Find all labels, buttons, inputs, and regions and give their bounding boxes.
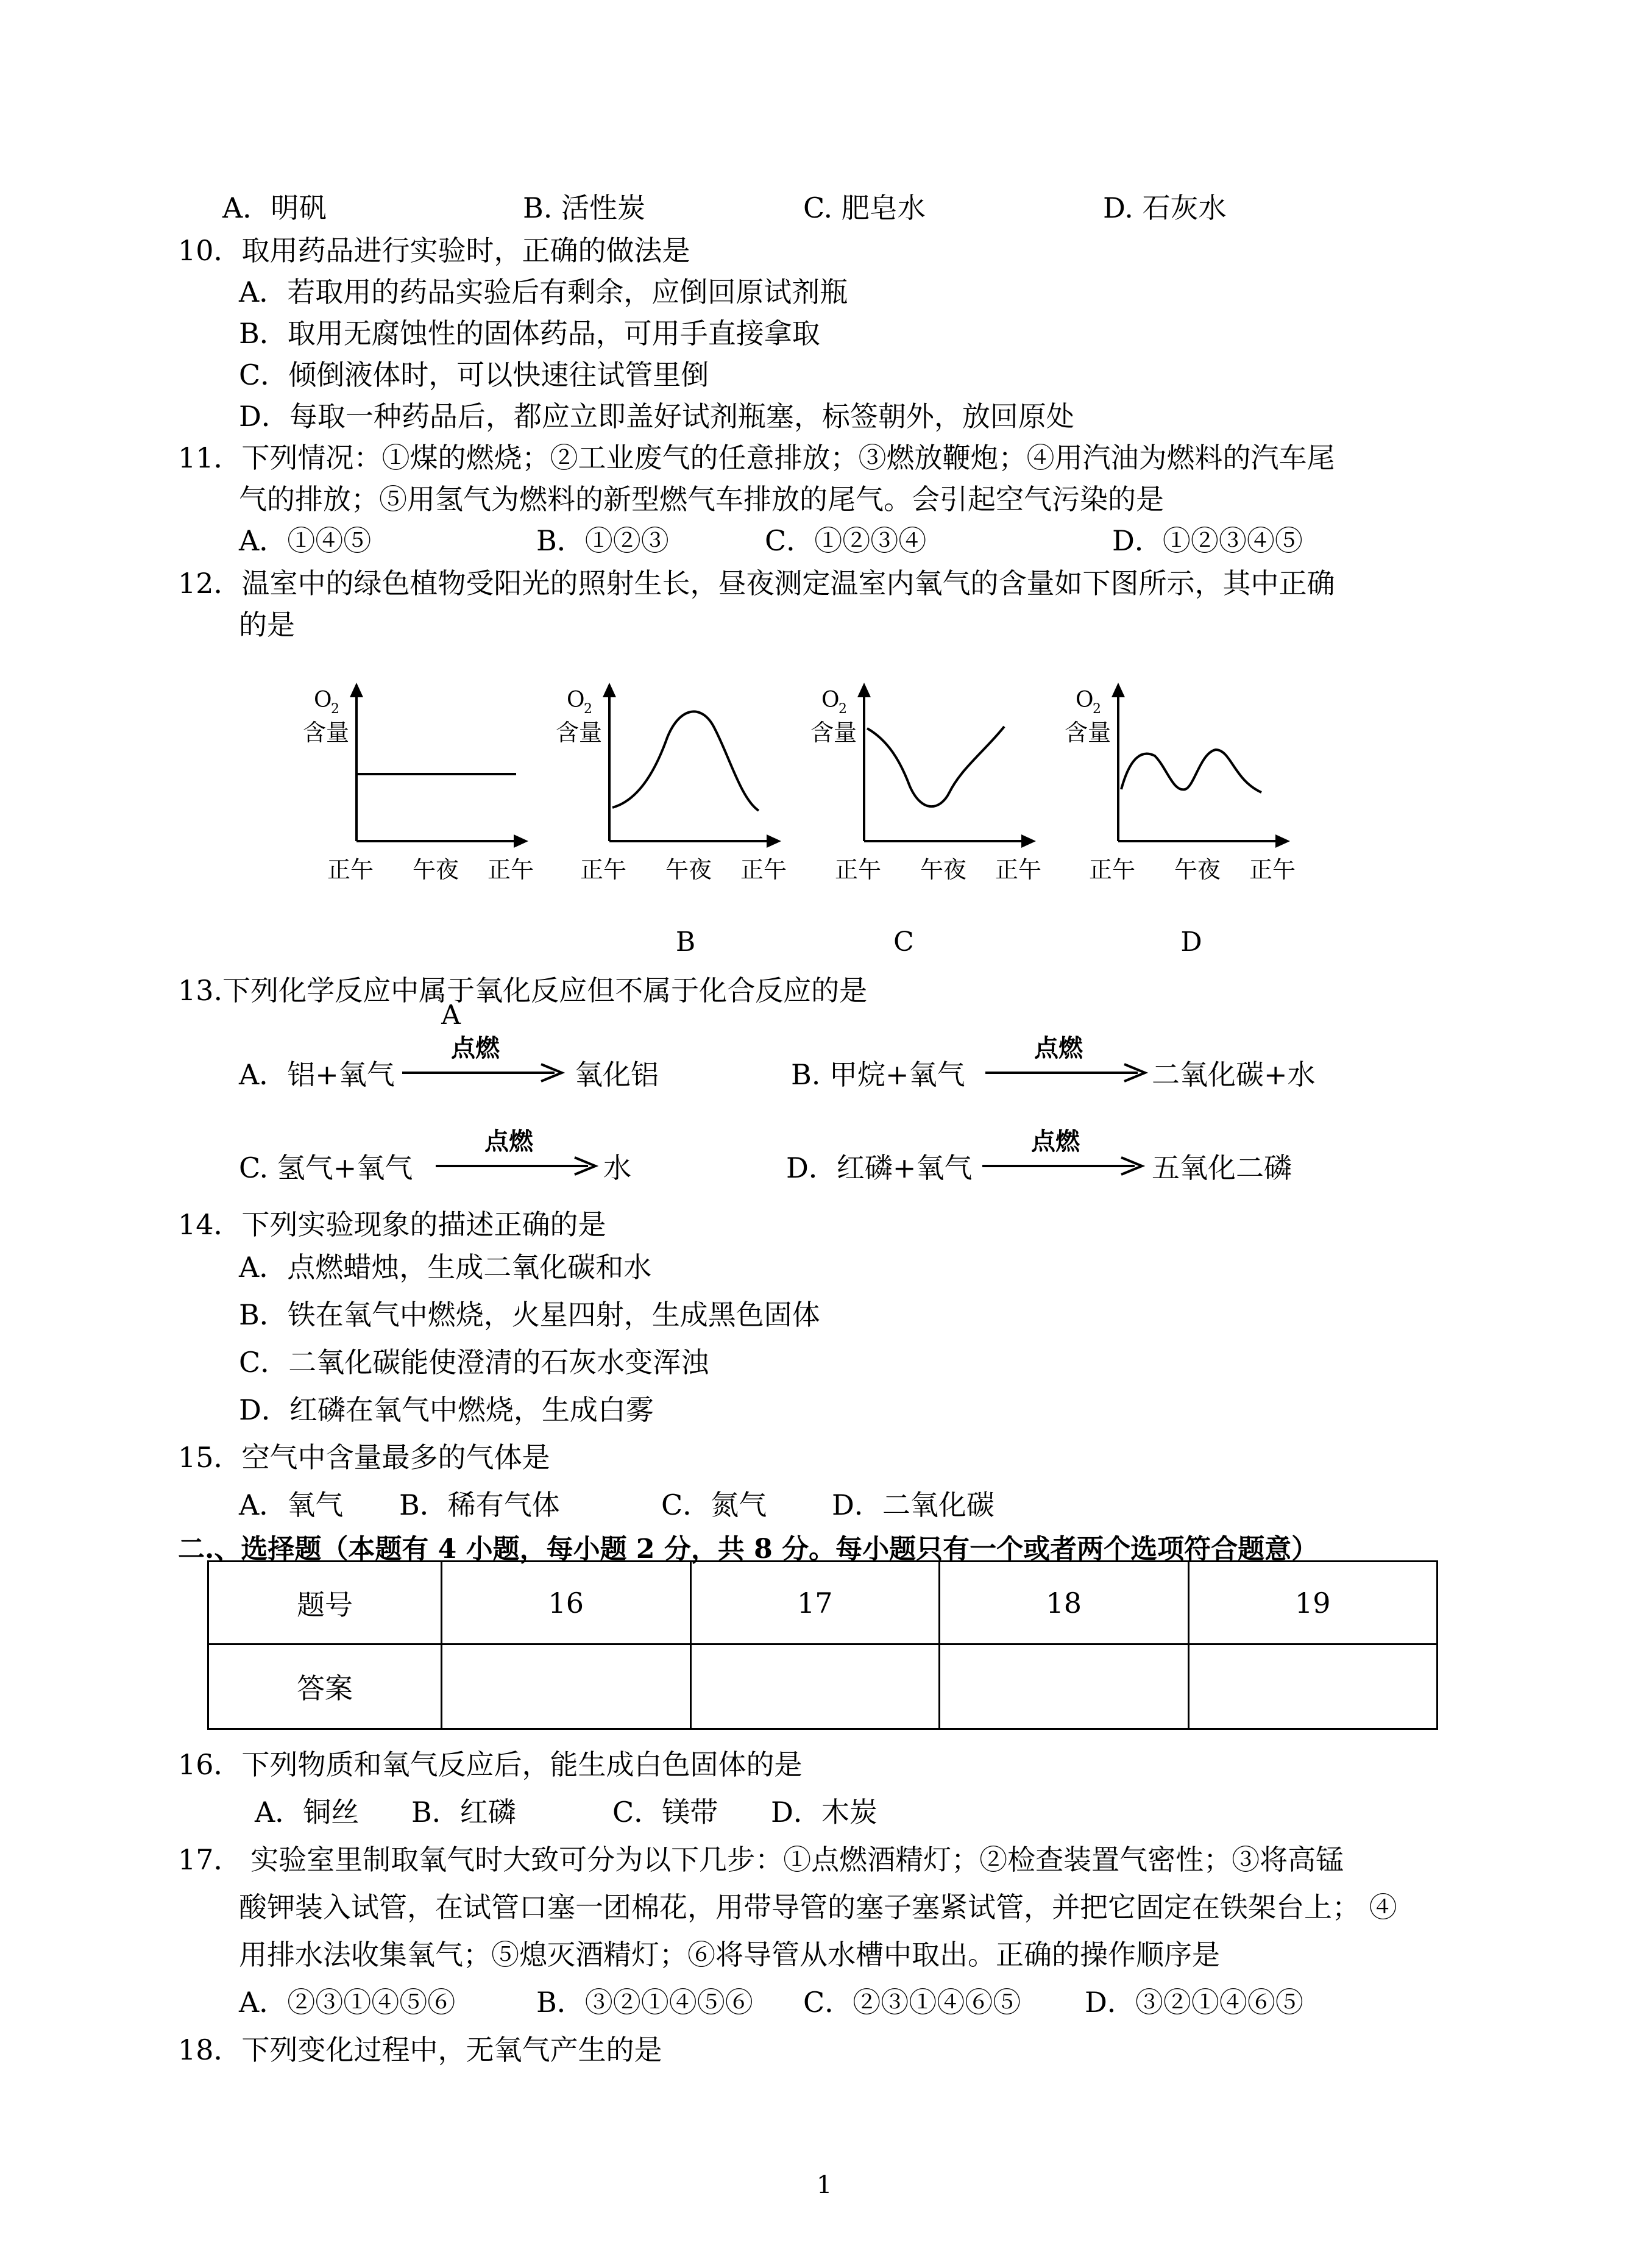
q16-option-b: B．红磷 [411, 1796, 516, 1829]
q13-option-d-product: 五氧化二磷 [1152, 1151, 1292, 1184]
q12-graph-b [556, 683, 787, 958]
q17-option-b: B．③②①④⑤⑥ [536, 1986, 753, 2019]
graph-c-letter: C [893, 926, 914, 958]
q9-option-d: D. 石灰水 [1103, 191, 1227, 224]
q15-option-d: D．二氧化碳 [832, 1488, 994, 1521]
q13-stem: 13.下列化学反应中属于氧化反应但不属于化合反应的是 [178, 974, 868, 1007]
graph-b-x-tick-2: 午夜 [665, 856, 712, 883]
answer-cell-18[interactable] [940, 1644, 1189, 1729]
answer-table-answer-row [208, 1644, 1438, 1729]
q11-stem-line2: 气的排放；⑤用氢气为燃料的新型燃气车排放的尾气。会引起空气污染的是 [239, 483, 1164, 516]
q13-option-a-prefix: A．铝+氧气 [239, 1058, 395, 1091]
graph-b-x-arrow [767, 834, 781, 848]
q14-option-c: C．二氧化碳能使澄清的石灰水变浑浊 [239, 1346, 709, 1379]
answer-table-q18: 18 [940, 1562, 1189, 1644]
q17-stem-line3: 用排水法收集氧气；⑤熄灭酒精灯；⑥将导管从水槽中取出。正确的操作顺序是 [239, 1938, 1220, 1971]
section2-header: 二.、选择题（本题有 4 小题，每小题 2 分，共 8 分。每小题只有一个或者两个选项符合题意） [178, 1534, 1319, 1565]
graph-b-y-arrow [603, 683, 616, 697]
q13-option-c-arrow [436, 1154, 600, 1178]
graph-d-x-tick-1: 正午 [1088, 856, 1136, 883]
graph-c-x-tick-3: 正午 [994, 856, 1042, 883]
q17-stem-line1: 17． 实验室里制取氧气时大致可分为以下几步：①点燃酒精灯；②检查装置气密性；③将高锰 [178, 1843, 1344, 1876]
q11-option-a: A．①④⑤ [239, 524, 372, 557]
graph-a-ylabel-o: O [314, 688, 332, 713]
q16-stem: 16．下列物质和氧气反应后，能生成白色固体的是 [178, 1748, 803, 1781]
q10-option-c: C．倾倒液体时，可以快速往试管里倒 [239, 358, 709, 391]
graph-d-x-tick-3: 正午 [1249, 856, 1296, 883]
q10-stem: 10．取用药品进行实验时，正确的做法是 [178, 234, 690, 267]
q17-stem-line2: 酸钾装入试管，在试管口塞一团棉花，用带导管的塞子塞紧试管，并把它固定在铁架台上； ④ [239, 1891, 1397, 1924]
graph-a-ylabel-sub: 2 [331, 702, 339, 717]
graph-a-x-tick-2: 午夜 [412, 856, 459, 883]
q15-option-a: A．氧气 [239, 1488, 344, 1521]
graph-c-y-arrow [857, 683, 871, 697]
q12-graph-d [1065, 683, 1296, 958]
graph-c-x-arrow [1021, 834, 1036, 848]
graph-c-x-tick-1: 正午 [834, 856, 882, 883]
q9-option-c: C. 肥皂水 [803, 191, 926, 224]
q17-option-a: A．②③①④⑤⑥ [239, 1986, 456, 2019]
graph-a-x-tick-3: 正午 [487, 856, 534, 883]
graph-a-y-arrow [350, 683, 363, 697]
q15-option-b: B．稀有气体 [399, 1488, 560, 1521]
q13-option-a-product: 氧化铝 [575, 1058, 659, 1091]
q16-option-d: D．木炭 [771, 1796, 878, 1829]
q11-stem-line1: 11．下列情况：①煤的燃烧；②工业废气的任意排放；③燃放鞭炮；④用汽油为燃料的汽车尾 [178, 441, 1335, 474]
graph-c-ylabel-o: O [821, 688, 840, 713]
graph-c-ylabel-sub: 2 [838, 702, 847, 717]
q13-option-d-condition: 点燃 [1031, 1127, 1080, 1156]
q11-option-b: B．①②③ [536, 524, 669, 557]
q16-option-c: C．镁带 [612, 1796, 718, 1829]
answer-cell-19[interactable] [1188, 1644, 1438, 1729]
q13-option-b-prefix: B. 甲烷+氧气 [791, 1058, 965, 1091]
q10-option-a: A．若取用的药品实验后有剩余，应倒回原试剂瓶 [239, 276, 848, 308]
q13-option-b-arrow [985, 1061, 1150, 1085]
q11-option-c: C．①②③④ [765, 524, 927, 557]
graph-b-ylabel-2: 含量 [556, 719, 603, 746]
q14-option-a: A．点燃蜡烛，生成二氧化碳和水 [239, 1251, 652, 1284]
graph-a-x-tick-1: 正午 [327, 856, 374, 883]
graph-a-ylabel-2: 含量 [303, 719, 350, 746]
q9-option-b: B. 活性炭 [523, 191, 646, 224]
answer-table-q19: 19 [1188, 1562, 1438, 1644]
q11-option-d: D．①②③④⑤ [1112, 524, 1303, 557]
graph-d-ylabel-sub: 2 [1093, 702, 1101, 717]
q13-option-d-arrow [982, 1154, 1147, 1178]
q12-stem-line2: 的是 [239, 608, 295, 641]
answer-cell-17[interactable] [690, 1644, 940, 1729]
q15-option-c: C．氮气 [661, 1488, 767, 1521]
graph-c-ylabel-2: 含量 [810, 719, 857, 746]
q13-option-b-product: 二氧化碳+水 [1152, 1058, 1316, 1091]
q13-option-a-condition: 点燃 [451, 1034, 500, 1062]
graph-c-x-tick-2: 午夜 [920, 856, 967, 883]
answer-cell-16[interactable] [442, 1644, 691, 1729]
graph-d-ylabel-2: 含量 [1065, 719, 1112, 746]
answer-table-label-number: 题号 [208, 1562, 442, 1644]
q13-option-d-prefix: D．红磷+氧气 [786, 1151, 973, 1184]
answer-table [207, 1560, 1438, 1730]
graph-b-x-tick-3: 正午 [740, 856, 787, 883]
q13-option-c-product: 水 [603, 1151, 631, 1184]
graph-a-letter: A [441, 1000, 461, 1031]
q10-option-d: D．每取一种药品后，都应立即盖好试剂瓶塞，标签朝外，放回原处 [239, 400, 1074, 433]
answer-table-header-row [208, 1562, 1438, 1644]
graph-c-curve [867, 727, 1004, 806]
q13-option-a-arrow [402, 1061, 567, 1085]
q15-stem: 15．空气中含量最多的气体是 [178, 1441, 550, 1474]
graph-d-x-arrow [1275, 834, 1290, 848]
answer-table-q17: 17 [690, 1562, 940, 1644]
q10-option-b: B．取用无腐蚀性的固体药品，可用手直接拿取 [239, 317, 820, 350]
graph-d-letter: D [1180, 926, 1202, 958]
graph-b-ylabel-o: O [567, 688, 585, 713]
graph-b-ylabel-sub: 2 [584, 702, 592, 717]
q9-option-a: A．明矾 [222, 191, 327, 224]
graph-a-x-arrow [514, 834, 528, 848]
q13-option-c-condition: 点燃 [484, 1127, 533, 1156]
graph-d-curve [1121, 750, 1261, 792]
q13-option-c-prefix: C. 氢气+氧气 [239, 1151, 413, 1184]
q18-stem: 18．下列变化过程中，无氧气产生的是 [178, 2033, 662, 2066]
q17-option-c: C．②③①④⑥⑤ [803, 1986, 1021, 2019]
q12-stem-line1: 12．温室中的绿色植物受阳光的照射生长，昼夜测定温室内氧气的含量如下图所示，其中正确 [178, 567, 1335, 600]
graph-b-curve [612, 711, 759, 811]
q14-option-d: D．红磷在氧气中燃烧，生成白雾 [239, 1393, 654, 1426]
q16-option-a: A．铜丝 [255, 1796, 360, 1829]
q14-stem: 14．下列实验现象的描述正确的是 [178, 1208, 606, 1241]
q12-graph-c [810, 683, 1041, 958]
answer-table-label-answer: 答案 [208, 1644, 442, 1729]
graph-d-x-tick-2: 午夜 [1174, 856, 1221, 883]
graph-b-x-tick-1: 正午 [580, 856, 627, 883]
page-number: 1 [817, 2171, 832, 2199]
q13-option-b-condition: 点燃 [1034, 1034, 1083, 1062]
answer-table-q16: 16 [442, 1562, 691, 1644]
graph-d-y-arrow [1112, 683, 1125, 697]
graph-b-letter: B [675, 926, 696, 958]
graph-d-ylabel-o: O [1076, 688, 1094, 713]
q17-option-d: D．③②①④⑥⑤ [1085, 1986, 1303, 2019]
q14-option-b: B．铁在氧气中燃烧，火星四射，生成黑色固体 [239, 1298, 820, 1331]
